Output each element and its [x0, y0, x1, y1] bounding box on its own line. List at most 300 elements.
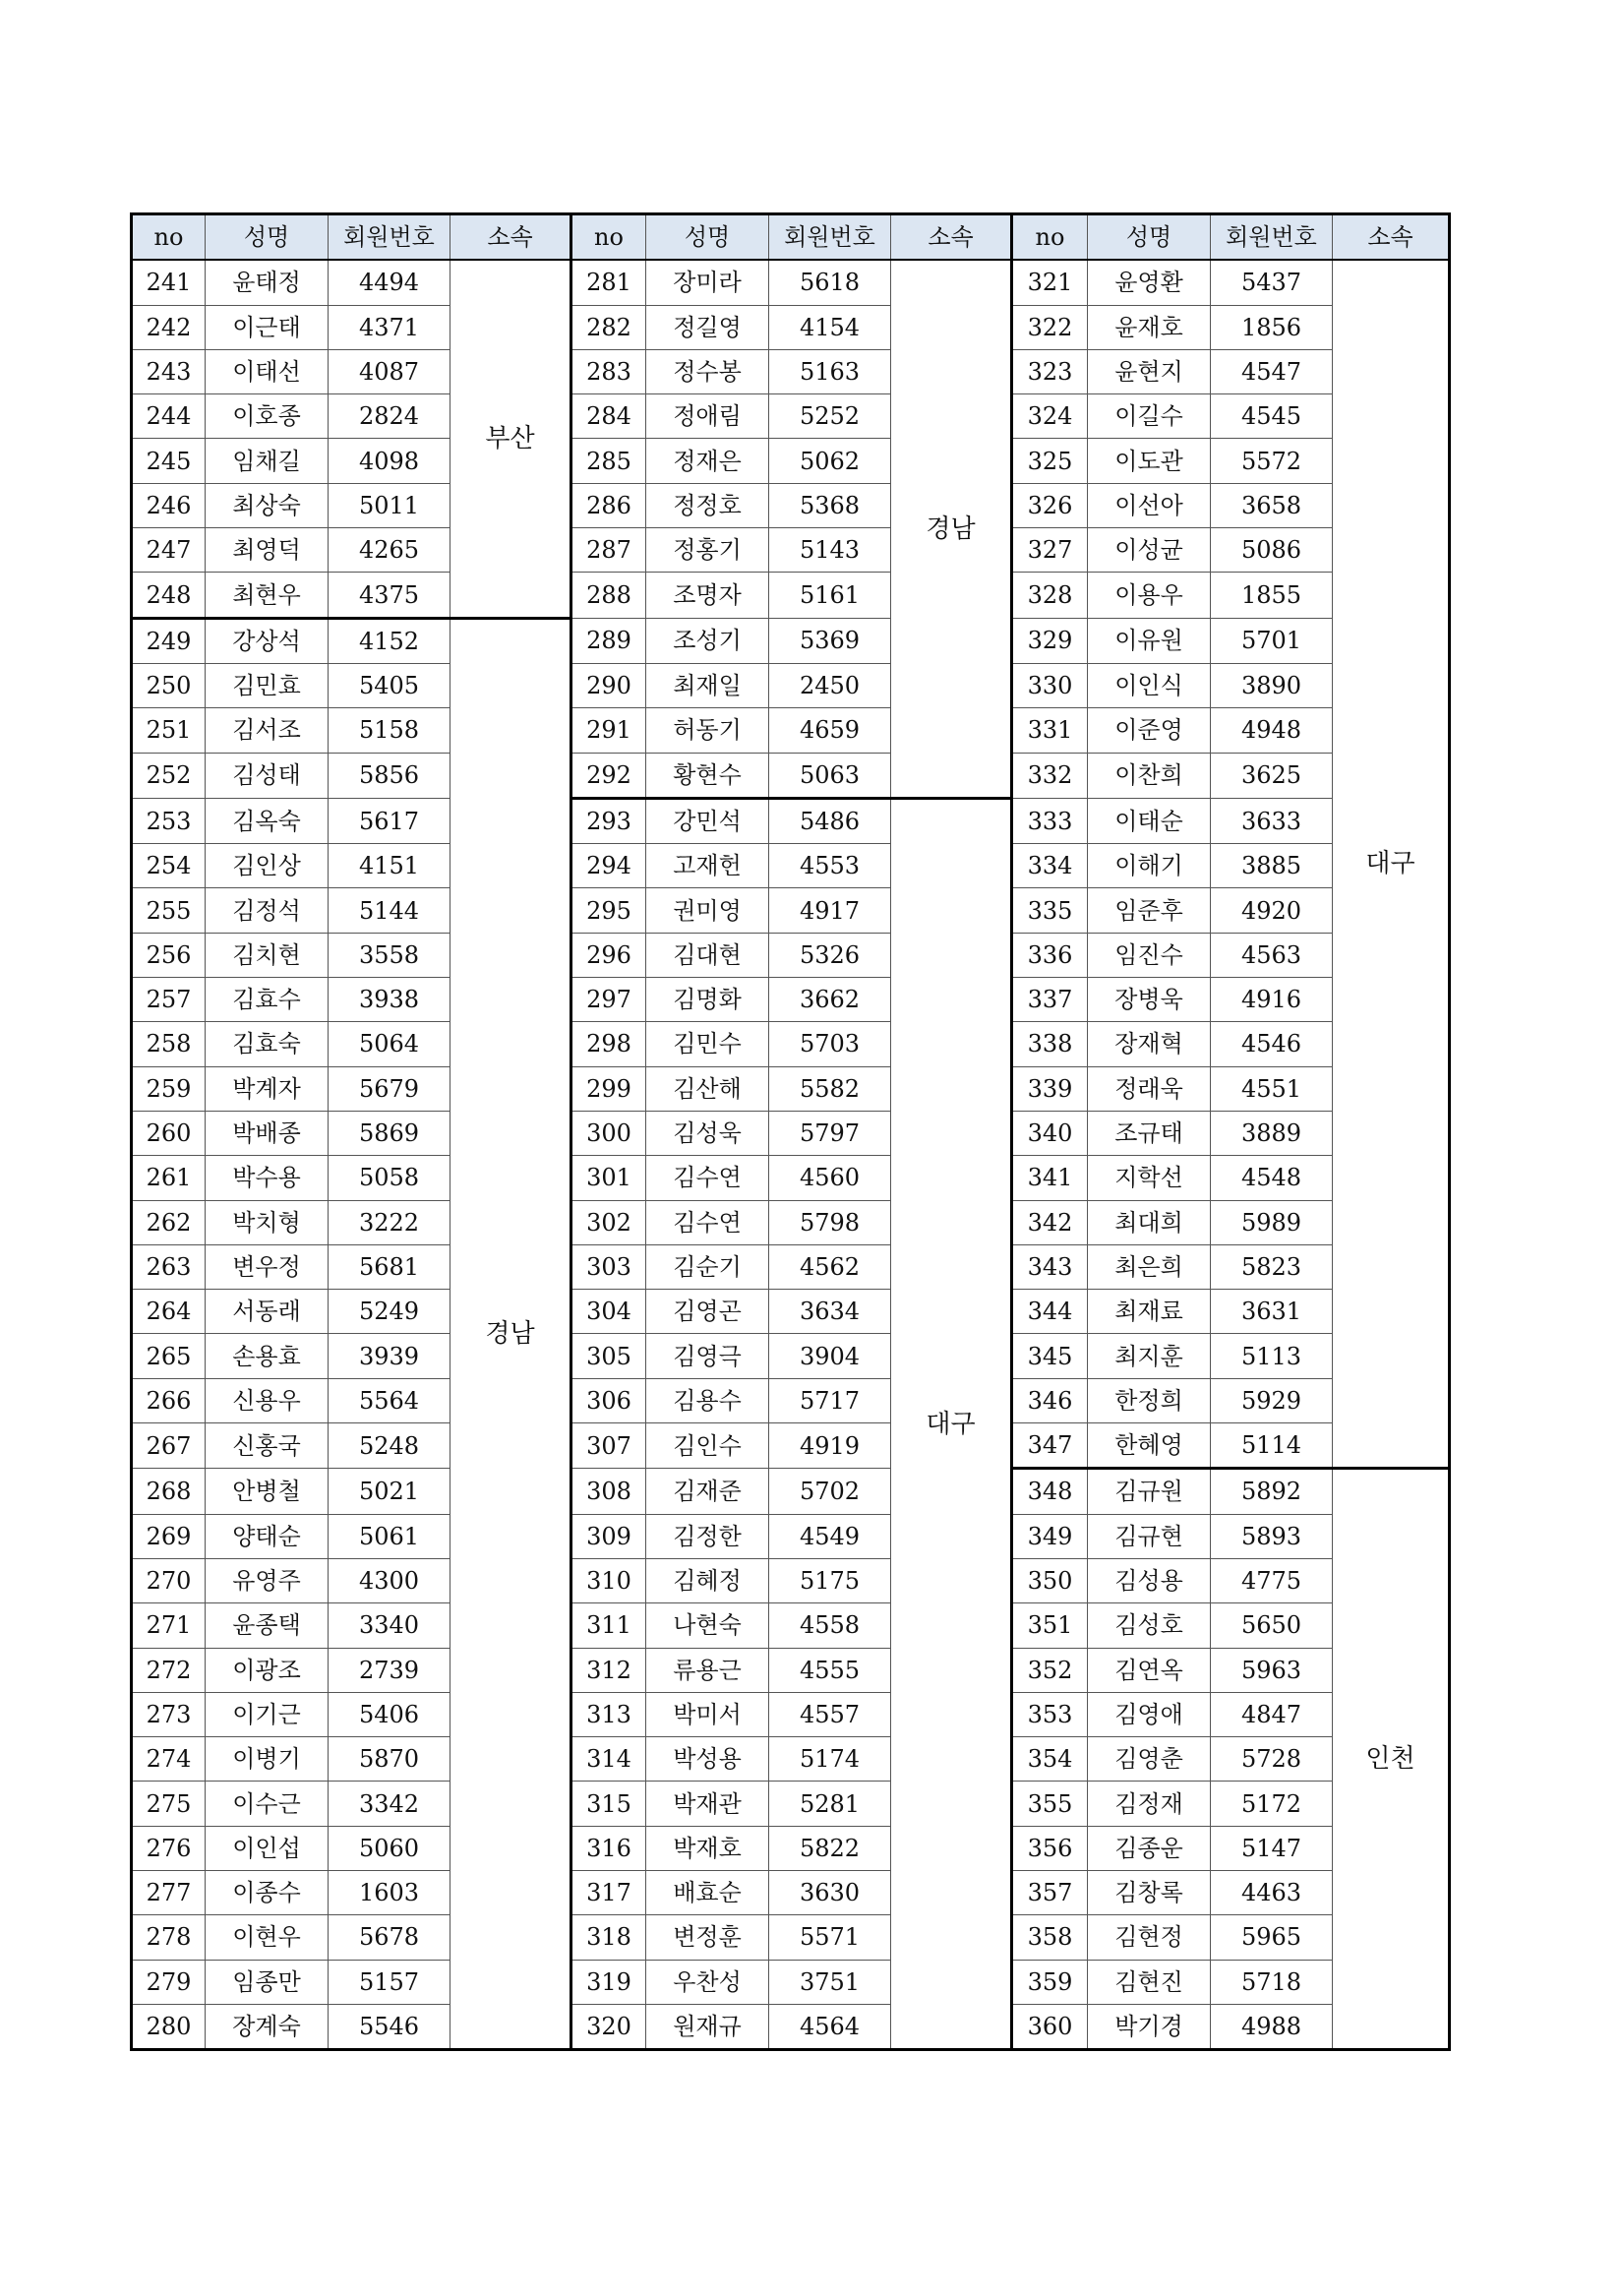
- member-number-cell: 3658: [1211, 483, 1333, 527]
- member-no-cell: 283: [571, 349, 646, 393]
- affiliation-cell: 경남: [891, 260, 1012, 798]
- member-name-cell: 이태순: [1088, 798, 1211, 843]
- member-number-cell: 5113: [1211, 1334, 1333, 1378]
- member-name-cell: 김정재: [1088, 1782, 1211, 1826]
- member-name-cell: 안병철: [206, 1469, 329, 1514]
- member-no-cell: 273: [132, 1692, 206, 1736]
- member-no-cell: 355: [1012, 1782, 1088, 1826]
- member-name-cell: 이유원: [1088, 618, 1211, 663]
- member-no-cell: 351: [1012, 1603, 1088, 1648]
- member-name-cell: 박배종: [206, 1111, 329, 1155]
- member-number-cell: 5011: [329, 483, 450, 527]
- member-no-cell: 312: [571, 1648, 646, 1692]
- member-name-cell: 김영애: [1088, 1692, 1211, 1736]
- member-name-cell: 박치형: [206, 1200, 329, 1244]
- member-no-cell: 357: [1012, 1870, 1088, 1914]
- member-no-cell: 358: [1012, 1915, 1088, 1960]
- member-no-cell: 315: [571, 1782, 646, 1826]
- member-number-cell: 5797: [769, 1111, 891, 1155]
- table-row: [132, 1244, 1450, 1289]
- member-number-cell: 4546: [1211, 1022, 1333, 1066]
- member-name-cell: 이종수: [206, 1870, 329, 1914]
- member-number-cell: 4371: [329, 305, 450, 349]
- member-no-cell: 248: [132, 573, 206, 618]
- member-name-cell: 김성욱: [646, 1111, 769, 1155]
- member-name-cell: 김현정: [1088, 1915, 1211, 1960]
- table-row: [132, 1915, 1450, 1960]
- member-name-cell: 권미영: [646, 888, 769, 933]
- affiliation-cell: 경남: [450, 618, 571, 2050]
- member-no-cell: 333: [1012, 798, 1088, 843]
- member-name-cell: 정홍기: [646, 528, 769, 573]
- member-no-cell: 332: [1012, 753, 1088, 798]
- member-name-cell: 윤종택: [206, 1603, 329, 1648]
- member-no-cell: 359: [1012, 1960, 1088, 2004]
- member-name-cell: 김명화: [646, 978, 769, 1022]
- member-number-cell: 5368: [769, 483, 891, 527]
- member-name-cell: 김치현: [206, 933, 329, 977]
- table-row: [132, 933, 1450, 977]
- table-row: [132, 1156, 1450, 1200]
- member-name-cell: 원재규: [646, 2004, 769, 2049]
- member-no-cell: 318: [571, 1915, 646, 1960]
- member-number-cell: 4551: [1211, 1066, 1333, 1111]
- member-name-cell: 허동기: [646, 708, 769, 753]
- member-no-cell: 294: [571, 844, 646, 888]
- member-name-cell: 이준영: [1088, 708, 1211, 753]
- member-name-cell: 나현숙: [646, 1603, 769, 1648]
- member-no-cell: 272: [132, 1648, 206, 1692]
- member-name-cell: 최현우: [206, 573, 329, 618]
- table-row: [132, 394, 1450, 439]
- member-no-cell: 284: [571, 394, 646, 439]
- member-number-cell: 5546: [329, 2004, 450, 2049]
- member-name-cell: 변정훈: [646, 1915, 769, 1960]
- member-number-cell: 4562: [769, 1244, 891, 1289]
- member-no-cell: 295: [571, 888, 646, 933]
- member-no-cell: 310: [571, 1558, 646, 1602]
- member-name-cell: 김민효: [206, 663, 329, 707]
- member-number-cell: 5870: [329, 1737, 450, 1782]
- member-number-cell: 4549: [769, 1514, 891, 1558]
- member-number-cell: 5965: [1211, 1915, 1333, 1960]
- member-no-cell: 347: [1012, 1423, 1088, 1469]
- member-no-cell: 249: [132, 618, 206, 663]
- member-number-cell: 5856: [329, 753, 450, 798]
- member-name-cell: 정애림: [646, 394, 769, 439]
- table-row: [132, 260, 1450, 305]
- member-number-cell: 5678: [329, 1915, 450, 1960]
- member-no-cell: 264: [132, 1290, 206, 1334]
- member-number-cell: 5326: [769, 933, 891, 977]
- member-no-cell: 328: [1012, 573, 1088, 618]
- member-number-cell: 4847: [1211, 1692, 1333, 1736]
- member-number-cell: 5679: [329, 1066, 450, 1111]
- member-number-cell: 4098: [329, 439, 450, 483]
- member-name-cell: 박미서: [646, 1692, 769, 1736]
- member-name-cell: 김순기: [646, 1244, 769, 1289]
- member-no-cell: 346: [1012, 1378, 1088, 1422]
- member-number-cell: 4151: [329, 844, 450, 888]
- member-name-cell: 김창록: [1088, 1870, 1211, 1914]
- member-no-cell: 265: [132, 1334, 206, 1378]
- member-name-cell: 조명자: [646, 573, 769, 618]
- member-no-cell: 309: [571, 1514, 646, 1558]
- header-member-number: 회원번호: [769, 214, 891, 261]
- member-name-cell: 이인식: [1088, 663, 1211, 707]
- member-number-cell: 5963: [1211, 1648, 1333, 1692]
- member-no-cell: 311: [571, 1603, 646, 1648]
- member-number-cell: 5405: [329, 663, 450, 707]
- member-name-cell: 박기경: [1088, 2004, 1211, 2049]
- table-row: [132, 573, 1450, 618]
- member-name-cell: 박수용: [206, 1156, 329, 1200]
- member-number-cell: 3751: [769, 1960, 891, 2004]
- member-name-cell: 윤영환: [1088, 260, 1211, 305]
- table-row: [132, 1826, 1450, 1870]
- member-name-cell: 최재일: [646, 663, 769, 707]
- member-number-cell: 4152: [329, 618, 450, 663]
- member-name-cell: 김영극: [646, 1334, 769, 1378]
- member-number-cell: 5281: [769, 1782, 891, 1826]
- member-name-cell: 김현진: [1088, 1960, 1211, 2004]
- member-name-cell: 김재준: [646, 1469, 769, 1514]
- table-row: [132, 888, 1450, 933]
- member-name-cell: 김대현: [646, 933, 769, 977]
- member-number-cell: 3340: [329, 1603, 450, 1648]
- member-number-cell: 5617: [329, 798, 450, 843]
- member-name-cell: 배효순: [646, 1870, 769, 1914]
- header-no: no: [132, 214, 206, 261]
- member-no-cell: 271: [132, 1603, 206, 1648]
- header-row: [132, 214, 1450, 261]
- member-number-cell: 4545: [1211, 394, 1333, 439]
- table-row: [132, 1782, 1450, 1826]
- member-name-cell: 김영곤: [646, 1290, 769, 1334]
- member-number-cell: 5718: [1211, 1960, 1333, 2004]
- member-name-cell: 임채길: [206, 439, 329, 483]
- member-no-cell: 301: [571, 1156, 646, 1200]
- member-no-cell: 316: [571, 1826, 646, 1870]
- member-name-cell: 장미라: [646, 260, 769, 305]
- member-name-cell: 최은희: [1088, 1244, 1211, 1289]
- member-no-cell: 247: [132, 528, 206, 573]
- member-name-cell: 조성기: [646, 618, 769, 663]
- member-number-cell: 4300: [329, 1558, 450, 1602]
- member-no-cell: 274: [132, 1737, 206, 1782]
- member-name-cell: 최지훈: [1088, 1334, 1211, 1378]
- table-row: [132, 1022, 1450, 1066]
- member-number-cell: 3662: [769, 978, 891, 1022]
- member-no-cell: 289: [571, 618, 646, 663]
- member-no-cell: 334: [1012, 844, 1088, 888]
- member-number-cell: 3890: [1211, 663, 1333, 707]
- member-name-cell: 이호종: [206, 394, 329, 439]
- member-number-cell: 3885: [1211, 844, 1333, 888]
- table-row: [132, 1514, 1450, 1558]
- table-row: [132, 1469, 1450, 1514]
- member-name-cell: 이길수: [1088, 394, 1211, 439]
- member-no-cell: 258: [132, 1022, 206, 1066]
- member-name-cell: 김성용: [1088, 1558, 1211, 1602]
- table-row: [132, 1870, 1450, 1914]
- member-name-cell: 신용우: [206, 1378, 329, 1422]
- member-number-cell: 3904: [769, 1334, 891, 1378]
- member-name-cell: 유영주: [206, 1558, 329, 1602]
- member-number-cell: 5869: [329, 1111, 450, 1155]
- member-name-cell: 손용효: [206, 1334, 329, 1378]
- member-number-cell: 4558: [769, 1603, 891, 1648]
- member-no-cell: 305: [571, 1334, 646, 1378]
- member-no-cell: 307: [571, 1423, 646, 1469]
- member-number-cell: 4564: [769, 2004, 891, 2049]
- table-row: [132, 798, 1450, 843]
- member-no-cell: 344: [1012, 1290, 1088, 1334]
- member-no-cell: 314: [571, 1737, 646, 1782]
- member-no-cell: 330: [1012, 663, 1088, 707]
- header-member-number: 회원번호: [1211, 214, 1333, 261]
- member-no-cell: 269: [132, 1514, 206, 1558]
- member-no-cell: 253: [132, 798, 206, 843]
- member-no-cell: 348: [1012, 1469, 1088, 1514]
- table-row: [132, 1737, 1450, 1782]
- member-no-cell: 354: [1012, 1737, 1088, 1782]
- member-name-cell: 박성용: [646, 1737, 769, 1782]
- member-name-cell: 이광조: [206, 1648, 329, 1692]
- member-number-cell: 5892: [1211, 1469, 1333, 1514]
- member-name-cell: 이기근: [206, 1692, 329, 1736]
- member-name-cell: 신홍국: [206, 1423, 329, 1469]
- table-row: [132, 978, 1450, 1022]
- member-name-cell: 강상석: [206, 618, 329, 663]
- member-number-cell: 5021: [329, 1469, 450, 1514]
- header-no: no: [571, 214, 646, 261]
- member-number-cell: 3889: [1211, 1111, 1333, 1155]
- member-name-cell: 황현수: [646, 753, 769, 798]
- table-row: [132, 1692, 1450, 1736]
- member-number-cell: 4563: [1211, 933, 1333, 977]
- member-name-cell: 변우정: [206, 1244, 329, 1289]
- member-name-cell: 김정석: [206, 888, 329, 933]
- member-number-cell: 2450: [769, 663, 891, 707]
- member-number-cell: 5369: [769, 618, 891, 663]
- member-number-cell: 5618: [769, 260, 891, 305]
- member-no-cell: 278: [132, 1915, 206, 1960]
- member-no-cell: 279: [132, 1960, 206, 2004]
- member-no-cell: 266: [132, 1378, 206, 1422]
- member-number-cell: 4375: [329, 573, 450, 618]
- member-number-cell: 5650: [1211, 1603, 1333, 1648]
- member-no-cell: 297: [571, 978, 646, 1022]
- member-number-cell: 3633: [1211, 798, 1333, 843]
- member-no-cell: 298: [571, 1022, 646, 1066]
- member-no-cell: 356: [1012, 1826, 1088, 1870]
- member-no-cell: 340: [1012, 1111, 1088, 1155]
- member-no-cell: 342: [1012, 1200, 1088, 1244]
- member-name-cell: 정길영: [646, 305, 769, 349]
- member-no-cell: 341: [1012, 1156, 1088, 1200]
- member-no-cell: 252: [132, 753, 206, 798]
- member-no-cell: 285: [571, 439, 646, 483]
- table-row: [132, 1960, 1450, 2004]
- member-no-cell: 256: [132, 933, 206, 977]
- member-name-cell: 이현우: [206, 1915, 329, 1960]
- member-no-cell: 329: [1012, 618, 1088, 663]
- member-no-cell: 282: [571, 305, 646, 349]
- member-number-cell: 5174: [769, 1737, 891, 1782]
- table-row: [132, 1334, 1450, 1378]
- member-name-cell: 김수연: [646, 1200, 769, 1244]
- affiliation-cell: 인천: [1333, 1469, 1450, 2050]
- member-name-cell: 정재은: [646, 439, 769, 483]
- member-name-cell: 김영춘: [1088, 1737, 1211, 1782]
- member-no-cell: 277: [132, 1870, 206, 1914]
- member-no-cell: 268: [132, 1469, 206, 1514]
- member-number-cell: 5798: [769, 1200, 891, 1244]
- member-number-cell: 5703: [769, 1022, 891, 1066]
- member-number-cell: 4463: [1211, 1870, 1333, 1914]
- table-row: [132, 483, 1450, 527]
- member-name-cell: 이성균: [1088, 528, 1211, 573]
- member-no-cell: 338: [1012, 1022, 1088, 1066]
- member-no-cell: 280: [132, 2004, 206, 2049]
- affiliation-cell: 대구: [891, 798, 1012, 2049]
- member-no-cell: 287: [571, 528, 646, 573]
- member-no-cell: 260: [132, 1111, 206, 1155]
- member-number-cell: 5063: [769, 753, 891, 798]
- member-no-cell: 291: [571, 708, 646, 753]
- member-number-cell: 3625: [1211, 753, 1333, 798]
- member-name-cell: 정정호: [646, 483, 769, 527]
- member-number-cell: 5114: [1211, 1423, 1333, 1469]
- member-name-cell: 이찬희: [1088, 753, 1211, 798]
- member-no-cell: 293: [571, 798, 646, 843]
- table-row: [132, 1603, 1450, 1648]
- header-name: 성명: [1088, 214, 1211, 261]
- member-no-cell: 324: [1012, 394, 1088, 439]
- member-name-cell: 김종운: [1088, 1826, 1211, 1870]
- member-number-cell: 5249: [329, 1290, 450, 1334]
- member-no-cell: 304: [571, 1290, 646, 1334]
- member-number-cell: 5163: [769, 349, 891, 393]
- member-name-cell: 류용근: [646, 1648, 769, 1692]
- member-number-cell: 1856: [1211, 305, 1333, 349]
- member-number-cell: 3342: [329, 1782, 450, 1826]
- member-no-cell: 326: [1012, 483, 1088, 527]
- member-no-cell: 319: [571, 1960, 646, 2004]
- member-name-cell: 박재관: [646, 1782, 769, 1826]
- member-name-cell: 윤태정: [206, 260, 329, 305]
- member-name-cell: 서동래: [206, 1290, 329, 1334]
- member-name-cell: 김혜정: [646, 1558, 769, 1602]
- member-number-cell: 4920: [1211, 888, 1333, 933]
- member-number-cell: 5728: [1211, 1737, 1333, 1782]
- member-name-cell: 김규현: [1088, 1514, 1211, 1558]
- member-name-cell: 정수봉: [646, 349, 769, 393]
- member-name-cell: 최상숙: [206, 483, 329, 527]
- member-name-cell: 박계자: [206, 1066, 329, 1111]
- table-row: [132, 753, 1450, 798]
- member-name-cell: 김규원: [1088, 1469, 1211, 1514]
- table-row: [132, 708, 1450, 753]
- member-name-cell: 정래욱: [1088, 1066, 1211, 1111]
- table-row: [132, 1423, 1450, 1469]
- member-no-cell: 242: [132, 305, 206, 349]
- member-name-cell: 한혜영: [1088, 1423, 1211, 1469]
- member-name-cell: 이근태: [206, 305, 329, 349]
- member-name-cell: 최영덕: [206, 528, 329, 573]
- member-no-cell: 288: [571, 573, 646, 618]
- member-name-cell: 강민석: [646, 798, 769, 843]
- member-number-cell: 5143: [769, 528, 891, 573]
- member-name-cell: 이선아: [1088, 483, 1211, 527]
- member-name-cell: 김옥숙: [206, 798, 329, 843]
- member-name-cell: 이인섭: [206, 1826, 329, 1870]
- table-row: [132, 844, 1450, 888]
- table-row: [132, 305, 1450, 349]
- member-number-cell: 3631: [1211, 1290, 1333, 1334]
- member-name-cell: 김성태: [206, 753, 329, 798]
- table-row: [132, 1290, 1450, 1334]
- member-name-cell: 김용수: [646, 1378, 769, 1422]
- member-no-cell: 336: [1012, 933, 1088, 977]
- member-name-cell: 김정한: [646, 1514, 769, 1558]
- member-number-cell: 4917: [769, 888, 891, 933]
- header-no: no: [1012, 214, 1088, 261]
- member-number-cell: 5989: [1211, 1200, 1333, 1244]
- member-name-cell: 고재헌: [646, 844, 769, 888]
- member-number-cell: 4775: [1211, 1558, 1333, 1602]
- member-name-cell: 임진수: [1088, 933, 1211, 977]
- member-no-cell: 281: [571, 260, 646, 305]
- header-affiliation: 소속: [1333, 214, 1450, 261]
- member-number-cell: 5248: [329, 1423, 450, 1469]
- member-number-cell: 3630: [769, 1870, 891, 1914]
- member-number-cell: 5064: [329, 1022, 450, 1066]
- member-number-cell: 5564: [329, 1378, 450, 1422]
- member-name-cell: 윤재호: [1088, 305, 1211, 349]
- member-name-cell: 양태순: [206, 1514, 329, 1558]
- member-no-cell: 275: [132, 1782, 206, 1826]
- member-name-cell: 임종만: [206, 1960, 329, 2004]
- member-no-cell: 286: [571, 483, 646, 527]
- member-no-cell: 337: [1012, 978, 1088, 1022]
- member-no-cell: 243: [132, 349, 206, 393]
- member-number-cell: 5252: [769, 394, 891, 439]
- member-no-cell: 327: [1012, 528, 1088, 573]
- member-no-cell: 267: [132, 1423, 206, 1469]
- member-no-cell: 251: [132, 708, 206, 753]
- member-number-cell: 5571: [769, 1915, 891, 1960]
- member-number-cell: 5702: [769, 1469, 891, 1514]
- table-row: [132, 1558, 1450, 1602]
- table-row: [132, 663, 1450, 707]
- member-no-cell: 259: [132, 1066, 206, 1111]
- member-number-cell: 4557: [769, 1692, 891, 1736]
- member-name-cell: 지학선: [1088, 1156, 1211, 1200]
- member-no-cell: 331: [1012, 708, 1088, 753]
- member-name-cell: 김산해: [646, 1066, 769, 1111]
- member-number-cell: 5717: [769, 1378, 891, 1422]
- member-number-cell: 5158: [329, 708, 450, 753]
- member-number-cell: 2824: [329, 394, 450, 439]
- header-name: 성명: [206, 214, 329, 261]
- member-number-cell: 5161: [769, 573, 891, 618]
- member-number-cell: 5929: [1211, 1378, 1333, 1422]
- member-no-cell: 321: [1012, 260, 1088, 305]
- member-no-cell: 323: [1012, 349, 1088, 393]
- header-member-number: 회원번호: [329, 214, 450, 261]
